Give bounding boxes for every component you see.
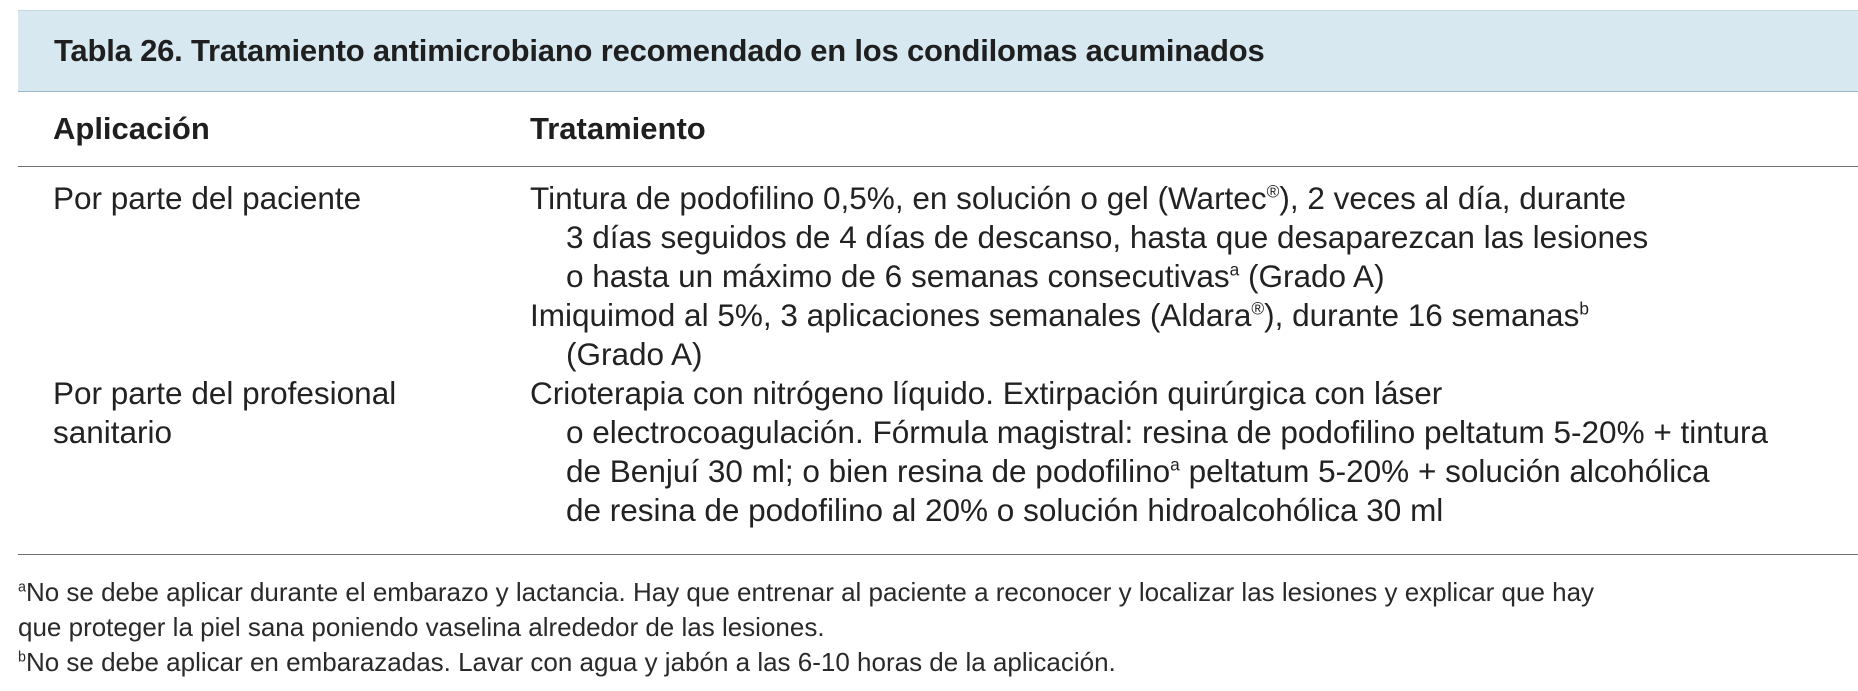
header-application: Aplicación (53, 111, 210, 146)
row2-treatment-line3: de Benjuí 30 ml; o bien resina de podofilino$^a$ peltatum 5-20% + solución alcohólica (566, 453, 1710, 489)
row2-application-line2: sanitario (53, 414, 173, 450)
row1-treatment-line3: o hasta un máximo de 6 semanas consecutivas$^a$ (Grado A) (566, 258, 1385, 294)
table-title-bar (18, 10, 1858, 92)
table-body (18, 167, 1858, 555)
footnote-a-line2: que proteger la piel sana poniendo vaselina alrededor de las lesiones. (18, 612, 825, 642)
row1-application: Por parte del paciente (53, 180, 362, 216)
row1-treatment-line1: Tintura de podofilino 0,5%, en solución o gel (Wartec®), 2 veces al día, durante (530, 180, 1627, 216)
table-header-row (18, 92, 1858, 167)
footnote-b-line1: $^b$No se debe aplicar en embarazadas. Lavar con agua y jabón a las 6-10 horas de la aplicación. (18, 647, 1116, 677)
table-frame (18, 10, 1858, 555)
row1-treatment-line5: (Grado A) (566, 336, 703, 372)
row2-application-line1: Por parte del profesional (53, 375, 397, 411)
row1-treatment-line4: Imiquimod al 5%, 3 aplicaciones semanales (Aldara®), durante 16 semanas$^b$ (530, 297, 1589, 333)
row2-treatment-line2: o electrocoagulación. Fórmula magistral: resina de podofilino peltatum 5-20% + tintura (566, 414, 1769, 450)
row2-treatment-line1: Crioterapia con nitrógeno líquido. Extirpación quirúrgica con láser (530, 375, 1443, 411)
row1-treatment-line2: 3 días seguidos de 4 días de descanso, hasta que desaparezcan las lesiones (566, 219, 1649, 255)
table-title: Tabla 26. Tratamiento antimicrobiano recomendado en los condilomas acuminados (54, 33, 1265, 68)
footnote-a-line1: $^a$No se debe aplicar durante el embarazo y lactancia. Hay que entrenar al paciente a reconocer y localizar las lesiones y explicar que hay (18, 577, 1595, 607)
header-treatment: Tratamiento (530, 111, 706, 146)
row2-treatment-line4: de resina de podofilino al 20% o solución hidroalcohólica 30 ml (566, 492, 1444, 528)
